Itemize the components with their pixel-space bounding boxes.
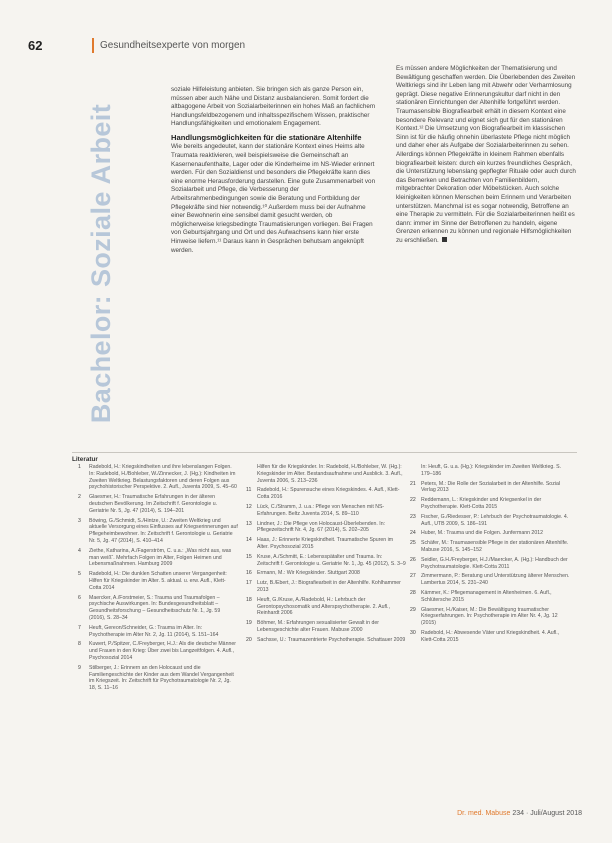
reference-item [410, 630, 570, 644]
section-sidebar [78, 96, 126, 430]
reference-number [246, 464, 257, 484]
reference-item [246, 554, 406, 568]
header-accent-bar [92, 38, 94, 53]
reference-number: 6 [78, 594, 81, 601]
paragraph: Wie bereits angedeutet, kann der stationäre Kontext eines Heims alte Traumata reaktivieren, weil beispielsweise die Gemeinschaft an Kasernenaufenthalte, Lager oder die Kinderheime im NS-Wieder erinnert werden. Für den Sozialdienst und besonders die Pflegekräfte kann dies eine enorme Herausforderung darstellen. Eine gute Zusammenarbeit von Sozialarbeit und Pflege, die Verbesserung der Arbeitsrahmenbedingungen sowie die Beratung und Fortbildung der Pflegekräfte sind hier notwendig.¹⁰ Außerdem muss bei der Aufnahme einer Bewohnerin eine sensibel damit gesucht werden, ob möglicherweise kriegsbedingte Traumatisierungen vorliegen. Bei Fragen von Geburtsjahrgang und Ort und des Aufwachsens kann hier erste Hinweise liefern.¹¹ Daraus kann in Gesprächen behutsam angeknüpft werden. [171, 143, 376, 254]
reference-item [246, 570, 406, 577]
reference-item [246, 580, 406, 594]
reference-number: 17 [246, 580, 252, 587]
reference-number: 4 [78, 547, 81, 554]
reference-text: Lück, C./Stramm, J. u.a.: Pflege von Menschen mit NS-Erfahrungen. Beltz Juventa 2014, S. 89–110 [257, 503, 385, 517]
reference-number: 22 [410, 497, 416, 504]
reference-text: Heuft, Gereon/Schneider, G.: Trauma im Alter. In: Psychotherapie im Alter Nr. 2, Jg. 11 (2014), S. 151–164 [89, 624, 219, 638]
article-column-left [171, 86, 376, 255]
magazine-name: Dr. med. Mabuse [457, 810, 511, 817]
references-column-2 [246, 464, 406, 647]
reference-number: 24 [410, 530, 416, 537]
reference-number: 25 [410, 540, 416, 547]
reference-number: 8 [78, 641, 81, 648]
reference-text: Sachsse, U.: Traumazentrierte Psychotherapie. Schattauer 2009 [257, 636, 406, 643]
reference-text: Radebold, H.: Die dunklen Schatten unserer Vergangenheit: Hilfen für Kriegskinder im Alter. 5. aktual. u. erw. Aufl., Klett-Cotta 2014 [89, 571, 227, 591]
reference-item [78, 518, 238, 545]
references-column-1 [78, 464, 238, 695]
reference-number: 30 [410, 629, 416, 636]
reference-item [78, 641, 238, 661]
paragraph [396, 108, 577, 246]
reference-item [410, 497, 570, 511]
reference-number: 19 [246, 620, 252, 627]
reference-item [78, 665, 238, 692]
reference-text: Ermann, M.: Wir Kriegskinder. Stuttgart 2008 [257, 570, 360, 577]
running-title: Gesundheitsexperte von morgen [100, 40, 246, 51]
reference-number: 28 [410, 589, 416, 596]
reference-number: 29 [410, 606, 416, 613]
reference-text: Radebold, H.: Kriegskindheiten und ihre lebenslangen Folgen. In: Radebold, H./Bohleber, W./Zinnecker, J. (Hg.): Kindheiten im Zweiten Weltkrieg. Belastungsfaktoren und deren Folgen aus psychohistorischer Perspektive. 2. Aufl., Juventa 2009, S. 45–60 [89, 464, 237, 491]
reference-item [410, 464, 570, 478]
square-end-mark-icon [442, 237, 447, 242]
reference-item [78, 548, 238, 568]
reference-text: Huber, M.: Trauma und die Folgen. Junfermann 2012 [421, 530, 543, 537]
reference-item [246, 620, 406, 634]
reference-text: Glaesmer, H.: Traumatische Erfahrungen in der älteren deutschen Bevölkerung. Im Zeitschrift f. Gerontologie u. Geriatrie Nr. 5, Jg. 47 (2014), S. 194–201 [89, 494, 218, 514]
reference-item [246, 537, 406, 551]
reference-item [246, 487, 406, 501]
reference-text: Stilberger, J.: Erinnern an den Holocaust und die Familiengeschichte der Kinder aus dem Wandel Vergangenheit im Kriegszeit. In: Zeitschrift für Psychotraumatologie Nr. 2, Jg. 18, S. 11–16 [89, 664, 234, 692]
reference-item [78, 571, 238, 591]
reference-text: Radebold, H.: Abwesende Väter und Kriegskindheit. 4. Aufl., Klett-Cotta 2015 [421, 629, 560, 643]
reference-item [410, 590, 570, 604]
reference-number: 7 [78, 624, 81, 631]
reference-text: Peters, M.: Die Rolle der Sozialarbeit in der Altenhilfe. Sozial Verlag 2013 [421, 480, 560, 494]
reference-item [410, 540, 570, 554]
reference-text: Reddemann, L.: Kriegskinder und Kriegsenkel in der Psychotherapie. Klett-Cotta 2015 [421, 497, 542, 510]
reference-number: 13 [246, 520, 252, 527]
page-header [22, 38, 592, 54]
reference-number: 23 [410, 513, 416, 520]
reference-item [410, 557, 570, 571]
reference-text: Böhmer, M.: Erfahrungen sexualisierter Gewalt in der Lebensgeschichte alter Frauen. Mabuse 2000 [257, 620, 379, 633]
section-heading: Handlungsmöglichkeiten für die stationäre Altenhilfe [171, 132, 362, 142]
reference-number: 9 [78, 664, 81, 671]
reference-number: 26 [410, 556, 416, 563]
reference-item [410, 481, 570, 495]
reference-text: Zimmermann, P.: Beratung und Unterstützung älterer Menschen. Lambertus 2014, S. 231–240 [421, 573, 570, 587]
reference-item [410, 607, 570, 627]
reference-number: 5 [78, 571, 81, 578]
reference-text: Ziethe, Katharina, A./Fagerström, C. u.a.: „Was nicht aus, was man weiß“. Mehrfach Folgen im Alter, Folgen Heimen und Lebensmaßnahmen. Hamburg 2009 [89, 547, 232, 568]
reference-text: Radebold, H.: Spurensuche eines Kriegskindes. 4. Aufl., Klett-Cotta 2016 [257, 487, 400, 501]
reference-number: 1 [78, 464, 81, 470]
reference-text: Lindner, J.: Die Pflege von Holocaust-Überlebenden. In: Pflegezeitschrift Nr. 4, Jg. 67 (2014), S. 202–205 [257, 520, 386, 534]
reference-text: Fischer, G./Riedesser, P.: Lehrbuch der Psychotraumatologie. 4. Aufl., UTB 2009, S. 186–191 [421, 513, 569, 527]
reference-number: 3 [78, 517, 81, 524]
reference-item [78, 494, 238, 514]
reference-number: 15 [246, 553, 252, 560]
reference-item [410, 530, 570, 537]
reference-number [410, 464, 421, 478]
reference-item [246, 597, 406, 617]
references-column-3 [410, 464, 570, 647]
reference-number: 16 [246, 570, 252, 577]
references-divider [72, 452, 577, 453]
article-column-right [396, 65, 577, 245]
reference-number: 20 [246, 636, 252, 643]
reference-text: Heuft, G./Kruse, A./Radebold, H.: Lehrbuch der Gerontopsychosomatik und Alterspsychotherapie. 2. Aufl., Reinhardt 2006 [257, 596, 390, 617]
paragraph: soziale Hilfeleistung anbieten. Sie bringen sich als ganze Person ein, müssen aber auch Nähe und Distanz ausbalancieren. Somit fordert die altbagogene Arbeit von Sozialarbeiterinnen ein hohes Maß an fachlichem Handlungsfeldbezogenem und inhaltsspezifischem Wissen, praktischer Handlungsfähigkeiten und emotionalem Engagement. [171, 86, 376, 128]
reference-text: In: Heuft, G. u.a. (Hg.): Kriegskinder im Zweiten Weltkrieg. S. 179–186 [421, 464, 562, 477]
page-number: 62 [28, 38, 43, 53]
reference-text: Böwing, G./Schmidt, S./Hintze, U.: Zweiten Weltkrieg und aktuelle Versorgung eines Einflusses auf Kriegserinnerungen auf Pflegeheimbewohner. In: Zeitschrift f. Gerontologie u. Geriatrie Nr. 5, Jg. 47 (2014), S. 410–414 [89, 517, 238, 544]
references-label: Literatur [72, 456, 98, 463]
issue-info: 234 · Juli/August 2018 [512, 810, 582, 817]
reference-item [246, 464, 406, 484]
reference-item [410, 573, 570, 587]
paragraph-text: Traumasensible Biografiearbeit erhält in diesem Kontext eine besondere Relevanz und eignet sich gut für den stationären Kontext.¹² Die Umsetzung von Biografiearbeit im klassischen Sinn ist für die häufig ohnehin überlastete Pflege nicht möglich und daher eher als Aufgabe der Sozialarbeiterinnen zu sehen. Allerdings können Pflegekräfte in kleinem Rahmen ebenfalls biografiearbeit leisten: durch ein kurzes freundliches Gespräch, die Unterstützung lebenslang gepflegter Rituale oder auch durch das Bemerken und Betrachten von Familienbildern, mitgebrachter Dekoration oder Möbelstücken. Auch solche kleinigkeiten können Menschen beim Erinnern und Verarbeiten unterstützen. Manchmal ist es sogar notwendig, Betroffene an eine Therapie zu vermitteln. Für die Sozialarbeiterinnen heißt es dann: immer im Sinne der Betroffenen zu handeln, eigene Grenzen erkennen zu können und regionale Hilfsmöglichkeiten zu erschließen. [396, 107, 576, 244]
reference-item [78, 625, 238, 639]
reference-text: Hilfen für die Kriegskinder. In: Radebold, H./Bohleber, W. (Hg.): Kriegskinder im Alter. Bestandsaufnahme und Ausblick. 3. Aufl., Juventa 2006, S. 213–236 [257, 464, 403, 484]
reference-text: Haas, J.: Erinnerte Kriegskindheit. Traumatische Spuren im Alter. Psychosozial 2015 [257, 537, 394, 550]
reference-item [246, 521, 406, 535]
reference-number: 2 [78, 494, 81, 501]
reference-text: Glaesmer, H./Kaiser, M.: Die Bewältigung traumatischer Kriegserfahrungen. In: Psychotherapie im Alter Nr. 4, Jg. 12 (2015) [421, 606, 558, 627]
reference-number: 21 [410, 480, 416, 487]
reference-text: Seidler, G.H./Freyberger, H.J./Maercker, A. (Hg.): Handbuch der Psychotraumatologie. Klett-Cotta 2011 [421, 556, 568, 570]
reference-item [246, 504, 406, 518]
reference-number: 18 [246, 596, 252, 603]
reference-text: Kruse, A./Schmitt, E.: Lebensspätalter und Trauma. In: Zeitschrift f. Gerontologie u. Geriatrie Nr. 1, Jg. 45 (2012), S. 3–9 [257, 553, 406, 567]
reference-text: Maercker, A./Forstmeier, S.: Trauma und Traumafolgen – psychische Auswirkungen. In: Bundesgesundheitsblatt – Gesundheitsforschung – Gesundheitsschutz Nr. 1, Jg. 59 (2016), S. 28–34 [89, 594, 221, 621]
reference-text: Lutz, B./Ebert, J.: Biografiearbeit in der Altenhilfe. Kohlhammer 2013 [257, 580, 401, 593]
reference-item [78, 464, 238, 491]
reference-number: 27 [410, 573, 416, 580]
reference-item [78, 595, 238, 622]
reference-text: Kuwert, P./Spitzer, C./Freyberger, H.J.: Als die deutsche Männer und Frauen in den Krieg: Über zwei bis Langzeitfolgen. 4. Aufl., Psychosozial 2014 [89, 641, 236, 661]
reference-number: 11 [246, 487, 252, 494]
reference-number: 12 [246, 503, 252, 510]
reference-item [246, 637, 406, 644]
reference-number: 14 [246, 537, 252, 544]
reference-text: Schäfer, M.: Traumasensible Pflege in der stationären Altenhilfe. Mabuse 2016, S. 145–152 [421, 540, 569, 553]
reference-item [410, 514, 570, 528]
reference-text: Kämmer, K.: Pflegemanagement in Altenheimen. 6. Aufl., Schlütersche 2015 [421, 589, 552, 603]
section-title: Bachelor: Soziale Arbeit [86, 103, 117, 423]
page-footer [457, 810, 582, 817]
paragraph: Es müssen andere Möglichkeiten der Thematisierung und Bewältigung geschaffen werden. Die Überlebenden des Zweiten Weltkriegs sind ihr Leben lang mit Abwehr oder Verharmlosung geprägt. Diese negative Erinnerungskultur darf nicht in den stationären Einrichtungen der Altenhilfe fortgeführt werden. [396, 65, 576, 107]
